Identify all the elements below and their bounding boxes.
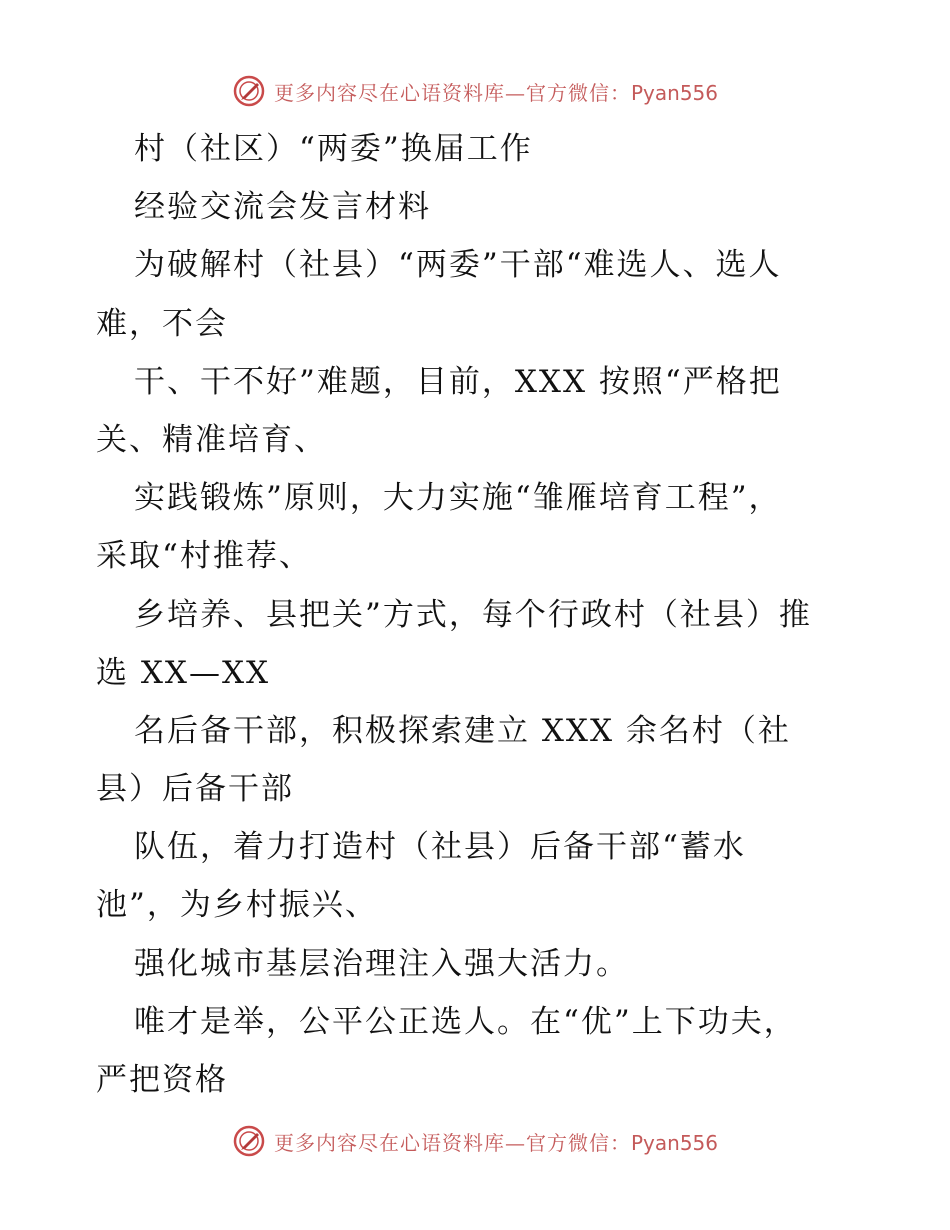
header-banner-text: 更多内容尽在心语资料库—官方微信：Pyan556 <box>273 80 718 105</box>
text-line: 强化城市基层治理注入强大活力。 <box>134 945 629 982</box>
text-line: 干、干不好”难题，目前，XXX 按照“严格把 <box>134 363 782 400</box>
text-line: 为破解村（社县）“两委”干部“难选人、选人 <box>134 247 782 284</box>
header-wechat-id: Pyan556 <box>630 80 718 105</box>
text-line: 唯才是举，公平公正选人。在“优”上下功夫， <box>134 1003 797 1040</box>
text-line: 池”，为乡村振兴、 <box>96 887 378 924</box>
text-line: 选 XX—XX <box>96 654 271 691</box>
text-line: 关、精准培育、 <box>96 421 327 458</box>
text-line: 乡培养、县把关”方式，每个行政村（社县）推 <box>134 596 812 633</box>
text-line: 难，不会 <box>96 305 228 342</box>
text-line: 实践锻炼”原则，大力实施“雏雁培育工程”， <box>134 480 782 517</box>
text-line: 村（社区）“两委”换届工作 <box>134 131 533 167</box>
footer-banner-text: 更多内容尽在心语资料库—官方微信：Pyan556 <box>273 1130 718 1155</box>
footer-wechat-id: Pyan556 <box>630 1130 718 1155</box>
seal-logo-icon <box>232 1124 266 1158</box>
footer-banner <box>0 1121 950 1161</box>
text-line: 经验交流会发言材料 <box>134 189 431 226</box>
text-line: 县）后备干部 <box>96 771 294 808</box>
text-line: 严把资格 <box>96 1062 228 1098</box>
document-body <box>96 120 856 1109</box>
seal-logo-icon <box>232 74 266 108</box>
header-banner <box>0 71 950 111</box>
text-line: 队伍，着力打造村（社县）后备干部“蓄水 <box>134 829 746 866</box>
text-line: 名后备干部，积极探索建立 XXX 余名村（社 <box>134 712 791 749</box>
text-line: 采取“村推荐、 <box>96 538 312 575</box>
